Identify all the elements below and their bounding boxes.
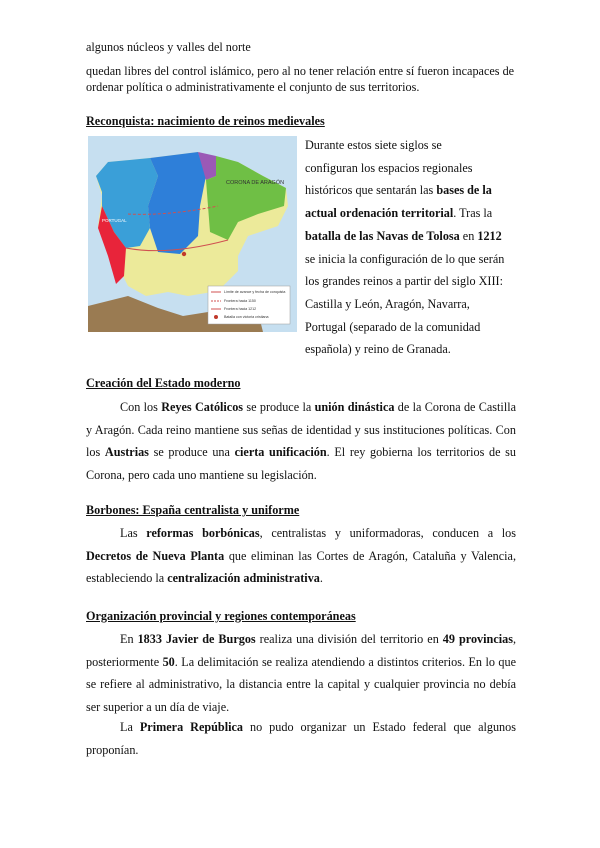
reconquista-line-7: los grandes reinos a partir del siglo XIII: <box>305 274 503 289</box>
bold-run: centralización administrativa <box>167 571 320 586</box>
reconquista-line-8: Castilla y León, Aragón, Navarra, <box>305 296 470 311</box>
provincial-paragraph-1 <box>86 628 516 718</box>
text-run: En <box>120 632 138 646</box>
reconquista-text <box>305 134 520 361</box>
reconquista-line-1: Durante estos siete siglos se <box>305 138 442 152</box>
map-battle-marker <box>182 252 186 256</box>
reconquista-line-5 <box>305 225 520 248</box>
text-run: . <box>319 571 323 586</box>
map-label-portugal: PORTUGAL <box>102 218 127 223</box>
map-legend-marker <box>214 315 218 319</box>
text-run: , centralistas y uniformadoras, conducen a los <box>259 526 516 540</box>
reconquista-line-4 <box>305 202 520 225</box>
reconquista-line-2: configuran los espacios regionales <box>305 160 473 175</box>
reconquista-line-3 <box>305 179 520 202</box>
reconquista-line-10: española) y reino de Granada. <box>305 342 451 357</box>
reconquista-line-6: se inicia la configuración de lo que serán <box>305 251 505 266</box>
moderno-paragraph <box>86 396 516 486</box>
text-run: Las <box>120 526 147 540</box>
bold-run: Reyes Católicos <box>161 400 244 414</box>
map-svg <box>88 136 297 332</box>
intro-line-3: ordenar política o administrativamente el conjunto de sus territorios. <box>86 80 420 94</box>
map-legend-text-1: Límite de avance y fecha de conquista <box>224 290 286 294</box>
bold-run: 1833 Javier de Burgos <box>137 632 256 646</box>
borbones-paragraph <box>86 522 516 590</box>
text-run: que eliminan las Cortes de Aragón, Cataluña y Valencia, estableciendo la <box>86 548 516 586</box>
bold-run: cierta unificación <box>234 445 327 460</box>
text-run: , posteriormente <box>86 632 516 669</box>
text-run: no pudo organizar un Estado federal que algunos proponían. <box>86 720 516 757</box>
text-run: en <box>459 228 478 243</box>
text-run: de la Corona de Castilla y Aragón. Cada reino mantiene sus señas de identidad y sus instituciones políticas. Con los <box>86 400 517 460</box>
map-label-aragon: CORONA DE ARAGÓN <box>226 180 285 186</box>
text-run: realiza una división del territorio en <box>255 632 443 646</box>
reconquista-line-9: Portugal (separado de la comunidad <box>305 319 481 334</box>
map-legend-text-2: Frontera hacia 1150 <box>224 299 256 303</box>
text-run: . El rey gobierna los territorios de su Corona, pero cada uno mantiene su legislación. <box>86 445 516 482</box>
bold-run: actual ordenación territorial <box>305 206 454 221</box>
text-run: Con los <box>120 400 162 414</box>
text-run: se produce la <box>243 400 315 414</box>
intro-line-1: algunos núcleos y valles del norte <box>86 40 251 54</box>
provincial-paragraph-2 <box>86 716 516 761</box>
bold-run: reformas borbónicas <box>146 526 260 540</box>
bold-run: unión dinástica <box>314 400 395 414</box>
intro-line-2: quedan libres del control islámico, pero al no tener relación entre sí fueron incapaces de <box>86 64 515 78</box>
bold-run: batalla de las Navas de Tolosa <box>305 228 460 243</box>
text-run: La <box>120 720 140 734</box>
section-heading-reconquista: Reconquista: nacimiento de reinos medievales <box>86 114 325 128</box>
map-legend-text-3: Frontera hacia 1212 <box>224 307 257 311</box>
map-legend-text-4: Batalla con victoria cristiana <box>224 315 269 319</box>
bold-run: 50 <box>162 654 175 669</box>
section-heading-provincial: Organización provincial y regiones contemporáneas <box>86 609 356 623</box>
bold-run: Decretos de Nueva Planta <box>86 548 225 563</box>
text-run: . La delimitación se realiza atendiendo a distintos criterios. En lo que se refiere al administrativo, la distancia entre la capital y cualquier provincia no debía ser superior a un día de viaje. <box>86 654 516 714</box>
section-heading-borbones: Borbones: España centralista y uniforme <box>86 503 300 517</box>
bold-run: bases de la <box>436 183 492 198</box>
bold-run: 1212 <box>477 228 502 243</box>
bold-run: Austrias <box>104 445 149 460</box>
section-heading-moderno: Creación del Estado moderno <box>86 376 241 390</box>
medieval-kingdoms-map <box>88 136 297 332</box>
bold-run: Primera República <box>139 720 243 734</box>
text-run: . Tras la <box>453 206 493 221</box>
text-run: históricos que sentarán las <box>305 183 437 198</box>
text-run: se produce una <box>148 445 235 460</box>
bold-run: 49 provincias <box>442 632 513 646</box>
